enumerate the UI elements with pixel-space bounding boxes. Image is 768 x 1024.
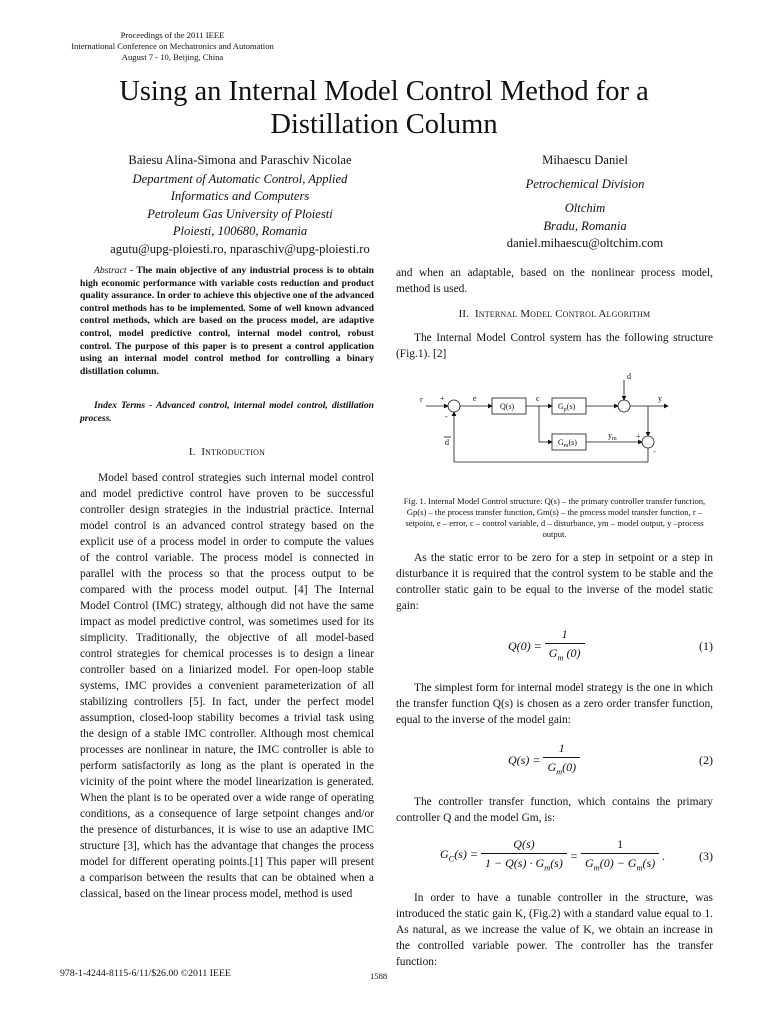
affiliation-line: Oltchim xyxy=(564,201,606,215)
section-number: II. xyxy=(458,308,470,320)
eq3-numerator-1: Q(s) xyxy=(513,837,535,851)
label-c: c xyxy=(536,394,540,403)
label-e: e xyxy=(473,394,477,403)
imc-diagram-svg xyxy=(396,370,713,488)
summing-junction-1 xyxy=(448,400,460,412)
right-column xyxy=(396,265,713,970)
label-gm: $G_m(s)$ xyxy=(558,438,577,449)
proceedings-line: International Conference on Mechatronics and Automation xyxy=(71,41,274,51)
title-line: Using an Internal Model Control Method for a xyxy=(119,76,649,107)
equation-3 xyxy=(396,836,713,876)
eq3-numerator-2: 1 xyxy=(617,837,624,851)
eq2-lhs: Q(s) = xyxy=(508,753,541,768)
affiliation-line: Ploiesti, 100680, Romania xyxy=(172,224,308,238)
label-minus-1: - xyxy=(445,412,448,421)
title-line: Distillation Column xyxy=(270,109,498,140)
section-title: Internal Model Control Algorithm xyxy=(474,308,651,320)
eq2-number: (2) xyxy=(699,753,713,767)
author-block-left xyxy=(80,152,400,258)
abstract-label: Abstract xyxy=(94,265,127,276)
section-number: I. xyxy=(188,445,196,458)
eq3-number: (3) xyxy=(699,849,713,863)
index-terms-text: - Advanced control, internal model control, distillation process. xyxy=(80,400,374,424)
affiliation-line: Bradu, Romania xyxy=(543,218,627,233)
label-r: r xyxy=(420,395,423,404)
author-division: Petrochemical Division xyxy=(525,176,645,191)
continuation-paragraph: and when an adaptable, based on the nonlinear process model, method is used. xyxy=(396,267,713,295)
proceedings-line: August 7 - 10, Beijing, China xyxy=(121,52,224,62)
proceedings-header xyxy=(50,30,295,63)
label-plus-3: + xyxy=(636,432,641,441)
section-heading-introduction xyxy=(80,444,374,460)
eq3-denominator-2: $G_m(0) - G_m(s)$ xyxy=(581,853,659,876)
author-names: Mihaescu Daniel xyxy=(542,153,628,167)
author-email: agutu@upg-ploiesti.ro, nparaschiv@upg-ploiesti.ro xyxy=(110,241,370,256)
simplest-form-paragraph: The simplest form for internal model strategy is the one in which the transfer function Q(s) is chosen as a zero order transfer function, equal to the inverse of the model gain: xyxy=(396,682,713,726)
index-terms-label: Index Terms xyxy=(94,400,146,412)
label-plus-1: + xyxy=(440,394,445,403)
label-q: Q(s) xyxy=(500,402,515,411)
abstract xyxy=(80,265,374,378)
paper-title xyxy=(40,75,728,141)
eq1-numerator: 1 xyxy=(561,627,568,641)
label-minus-3: - xyxy=(653,447,656,456)
section-heading-imc-algorithm xyxy=(396,306,713,322)
author-names: Baiesu Alina-Simona and Paraschiv Nicolae xyxy=(128,153,352,167)
summing-junction-2 xyxy=(618,400,630,412)
author-block-right xyxy=(420,152,750,253)
label-gp: $G_p(s)$ xyxy=(558,402,576,413)
eq3-denominator-1: $1 - Q(s) \cdot G_m(s)$ xyxy=(481,853,567,876)
affiliation-line: Department of Automatic Control, Applied xyxy=(132,171,348,186)
affiliation-line: Petroleum Gas University of Ploiesti xyxy=(147,206,333,221)
static-gain-paragraph: As the static error to be zero for a step in setpoint or a step in disturbance it is required that the control system to be stable and the controller static gain to be equal to the inverse of the model static gain: xyxy=(396,552,713,612)
eq3-equals: = xyxy=(569,849,578,864)
affiliation-line: Informatics and Computers xyxy=(170,189,310,203)
figure-caption: Fig. 1. Internal Model Control structure: Q(s) – the primary controller transfer function, Gp(s) – the process transfer function, Gm(s) – the process model transfer function, r – setpoint, e – error, c – control variable, d – disturbance, ym – model output, y –process output. xyxy=(403,496,706,539)
structure-paragraph: The Internal Model Control system has the following structure (Fig.1). [2] xyxy=(396,332,713,360)
footer-isbn: 978-1-4244-8115-6/11/$26.00 ©2011 IEEE xyxy=(60,968,231,979)
eq2-denominator: $G_m(0)$ xyxy=(543,757,580,780)
left-column xyxy=(80,265,374,902)
controller-tf-paragraph: The controller transfer function, which contains the primary controller Q and the model Gm, is: xyxy=(396,796,713,824)
label-dbar: d xyxy=(445,438,449,447)
label-d: d xyxy=(627,372,631,381)
eq3-tail: . xyxy=(662,849,666,864)
proceedings-line: Proceedings of the 2011 IEEE xyxy=(120,30,225,40)
intro-paragraph: Model based control strategies such internal model control and model predictive control have proven to be successful controller design strategies in the industrial practice. Internal model control is an advanced control strategy based on the explicit use of a process model in order to compute the values of the control variable. The process model is connected in parallel with the process so that the process output to be compared with the process model output. [4] The Internal Model Control (IMC) strategy, although did not have the same impact as model predictive control, was sometimes used for its simplicity. Traditionally, the objective of all model-based control strategies for chemical processes is to design a linear controller based on a liniarized model. For open-loop stable systems, IMC provides a convenient parameterization of all stabilizing controllers [5]. In fact, under the perfect model assumption, closed-loop stability becomes a trivial task using the design of a stable IMC controller. Although most chemical processes are nonlinear in nature, the IMC controller is able to perform satisfactorily as long as the plant is operated in the vicinity of the point where the model linearization is generated. When the plant is to be operated over a wide range of operating conditions, as a consequence of large setpoint changes and/or the presence of disturbances, it is wise to use an adaptive IMC structure [3], which has the advantage that changes the process model for different operating points.[1] This paper will present a comparison between the results that can be obtained when a classical, based on the linear process model, method is used xyxy=(80,471,374,900)
imc-block-diagram xyxy=(396,370,713,488)
author-email: daniel.mihaescu@oltchim.com xyxy=(506,236,664,250)
eq1-denominator: $G_m$ (0) xyxy=(545,643,585,666)
tunable-controller-paragraph: In order to have a tunable controller in the structure, was introduced the static gain K, (Fig.2) with a standard value equal to 1. As natural, as we increase the value of K, we obtain an increase in the controlled variable power. The controller has the transfer function: xyxy=(396,892,713,968)
eq3-lhs: $G_C(s)$ = xyxy=(440,846,479,863)
equation-2 xyxy=(396,740,713,780)
abstract-text: - The main objective of any industrial process is to obtain high economic performance with variable costs reduction and product quality assurance. In order to achieve this objective one of the advanced control methods has to be implemented. Some of well known advanced control methods, which are based on the process model, are adaptive control, model predictive control, internal model control, robust control. The purpose of this paper is to present a control application using an internal model control method for controlling a binary distillation column. xyxy=(80,265,375,377)
label-ym: $y_m$ xyxy=(608,431,617,442)
eq1-lhs: Q(0) = xyxy=(508,639,542,654)
eq1-number: (1) xyxy=(699,639,713,653)
page-number: 1588 xyxy=(370,971,388,981)
equation-1 xyxy=(396,626,713,666)
eq2-numerator: 1 xyxy=(558,741,565,755)
label-y: y xyxy=(658,394,662,403)
section-title: Introduction xyxy=(201,445,266,458)
index-terms xyxy=(80,400,374,425)
